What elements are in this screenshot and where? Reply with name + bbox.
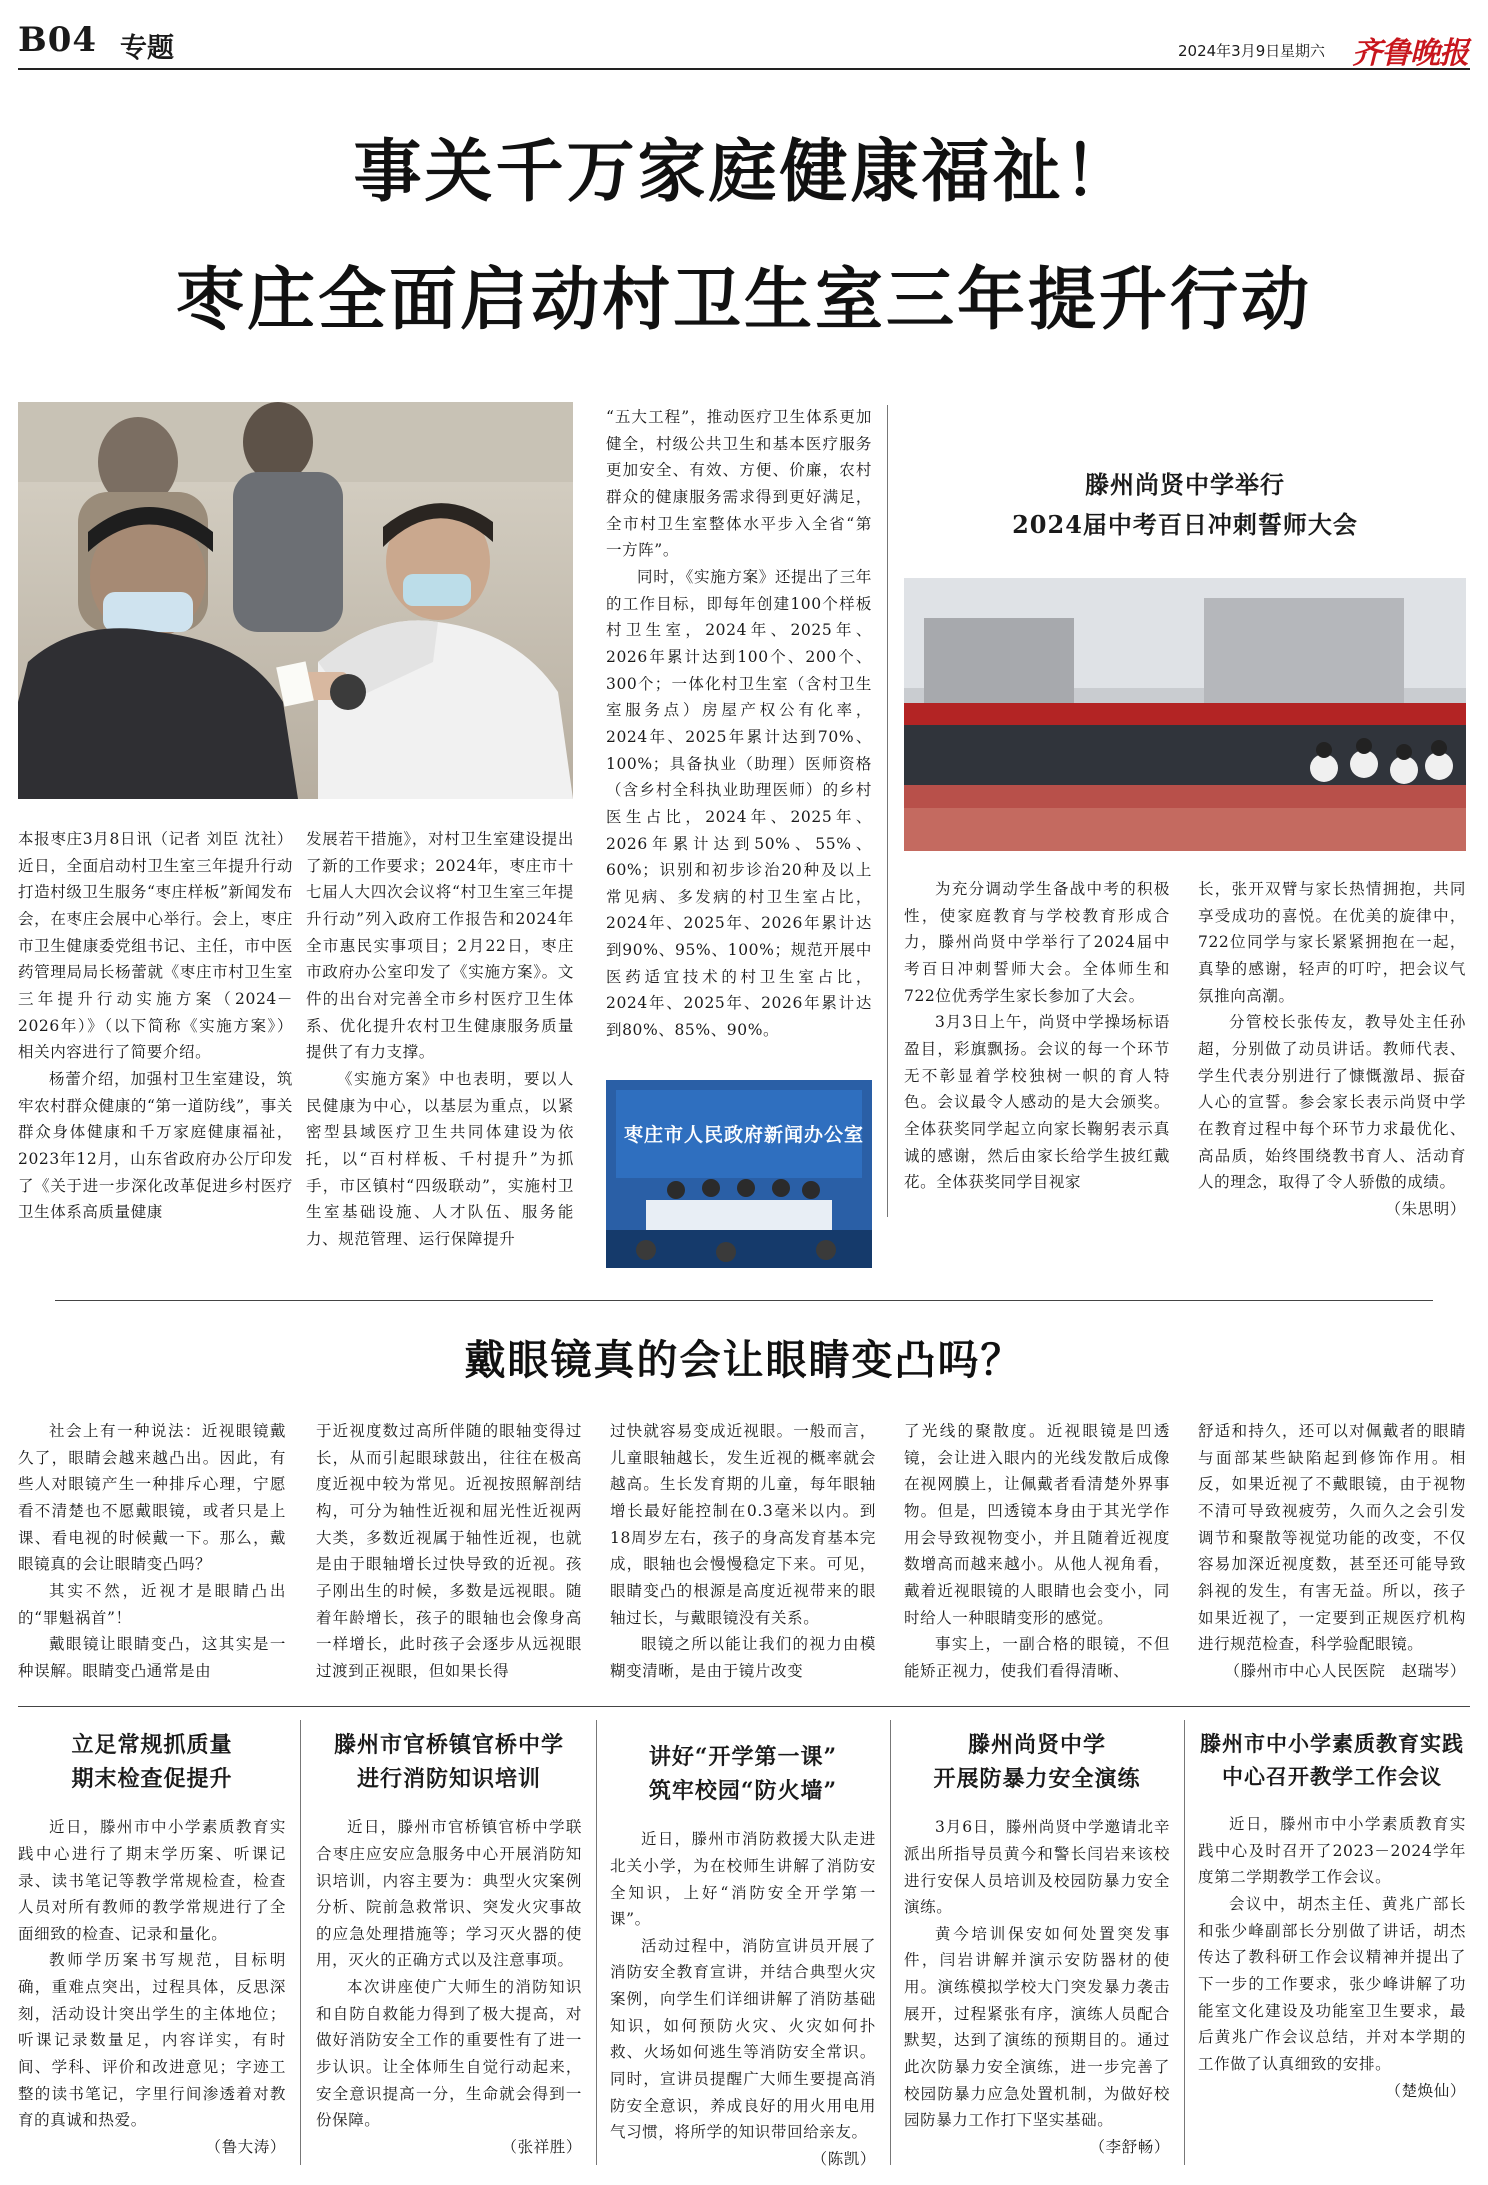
glasses-col-2 [316, 1418, 582, 1685]
press-banner-text: 枣庄市人民政府新闻办公室 [624, 1124, 865, 1146]
school-col-2 [1198, 876, 1466, 1223]
section-name: 专题 [120, 33, 174, 64]
bottom-story-4 [904, 1728, 1170, 2161]
header-rule [18, 68, 1470, 70]
bottom-story-5 [1198, 1728, 1466, 2104]
bottom-story-credit: （陈凯） [811, 2150, 876, 2169]
bottom-story-para: 近日，滕州市消防救援大队走进北关小学，为在校师生讲解了消防安全知识，上好“消防安全开学第一课”。 [610, 1830, 876, 1929]
lead-para: 杨蕾介绍，加强村卫生室建设，筑牢农村群众健康的“第一道防线”，事关群众身体健康和千万家庭健康福祉，2023年12月，山东省政府办公厅印发了《关于进一步深化改革促进乡村医疗卫生体系高质量健康 [18, 1069, 293, 1222]
page-code: B04 [18, 20, 98, 60]
school-col-1 [904, 876, 1170, 1196]
lead-para: “五大工程”，推动医疗卫生体系更加健全，村级公共卫生和基本医疗服务更加安全、有效、方便、价廉，农村群众的健康服务需求得到更好满足，全市村卫生室整体水平步入全省“第一方阵”。 [606, 408, 872, 560]
column-divider [596, 1720, 597, 2165]
lead-headline-line2: 枣庄全面启动村卫生室三年提升行动 [175, 260, 1312, 340]
glasses-para: 舒适和持久，还可以对佩戴者的眼睛与面部某些缺陷起到修饰作用。相反，如果近视了不戴眼镜，由于视物不清可导致视疲劳，久而久之会引发调节和聚散等视觉功能的改变，不仅容易加深近视度数，甚至还可能导致斜视的发生，有害无益。所以，孩子如果近视了，一定要到正规医疗机构进行规范检查，科学验配眼镜。 [1198, 1422, 1466, 1654]
lead-photo-clinic [18, 402, 573, 799]
lead-para: 发展若干措施》，对村卫生室建设提出了新的工作要求；2024年，枣庄市十七届人大四次会议将“村卫生室三年提升行动”列入政府工作报告和2024年全市惠民实事项目；2月22日，枣庄市政府办公室印发了《实施方案》。文件的出台对完善全市乡村医疗卫生体系、优化提升农村卫生健康服务质量提供了有力支撑。 [306, 830, 574, 1062]
bottom-story-title: 期末检查促提升 [71, 1766, 233, 1793]
lead-col-3 [606, 404, 872, 1044]
bottom-story-credit: （李舒畅） [1089, 2138, 1170, 2157]
bottom-story-para: 教师学历案书写规范，目标明确，重难点突出，过程具体，反思深刻，活动设计突出学生的主体地位；听课记录数量足，内容详实，有时间、学科、评价和改进意见；字迹工整的读书笔记，字里行间渗透着对教育的真诚和热爱。 [18, 1951, 286, 2130]
press-conference-photo [606, 1080, 872, 1268]
school-title-line1: 滕州尚贤中学举行 [1085, 470, 1285, 499]
glasses-para: 戴眼镜让眼睛变凸，这其实是一种误解。眼睛变凸通常是由 [18, 1635, 286, 1680]
bottom-story-1 [18, 1728, 286, 2161]
column-divider [300, 1720, 301, 2165]
glasses-col-1 [18, 1418, 286, 1685]
bottom-story-3 [610, 1740, 876, 2173]
glasses-para: 眼镜之所以能让我们的视力由模糊变清晰，是由于镜片改变 [610, 1635, 876, 1680]
bottom-story-title: 讲好“开学第一课” [648, 1744, 838, 1770]
bottom-story-para: 近日，滕州市官桥镇官桥中学联合枣庄应安应急服务中心开展消防知识培训，内容主要为：典型火灾案例分析、院前急救常识、突发火灾事故的应急处理措施等；学习灭火器的使用，灭火的正确方式以及注意事项。 [316, 1818, 582, 1970]
bottom-story-title: 滕州市官桥镇官桥中学 [333, 1732, 564, 1758]
glasses-col-4 [904, 1418, 1170, 1685]
glasses-col-3 [610, 1418, 876, 1685]
glasses-col-5 [1198, 1418, 1466, 1685]
glasses-para: 过快就容易变成近视眼。一般而言，儿童眼轴越长，发生近视的概率就会越高。生长发育期的儿童，每年眼轴增长最好能控制在0.3毫米以内。到18周岁左右，孩子的身高发育基本完成，眼轴也会慢慢稳定下来。可见，眼睛变凸的根源是高度近视带来的眼轴过长，与戴眼镜没有关系。 [610, 1422, 876, 1627]
column-divider [890, 1720, 891, 2165]
school-para: 分管校长张传友，教导处主任孙超，分别做了动员讲话。教师代表、学生代表分别进行了慷慨激昂、振奋人心的宣誓。参会家长表示尚贤中学在教育过程中每个环节力求最优化、高品质，始终围绕教书育人、活动育人的理念，取得了令人骄傲的成绩。 [1198, 1013, 1466, 1192]
bottom-story-credit: （鲁大涛） [205, 2138, 286, 2157]
bottom-story-2 [316, 1728, 582, 2161]
glasses-credit: （滕州市中心人民医院 赵瑞岑） [1224, 1661, 1466, 1680]
school-para: 为充分调动学生备战中考的积极性，使家庭教育与学校教育形成合力，滕州尚贤中学举行了2024届中考百日冲刺誓师大会。全体师生和722位优秀学生家长参加了大会。 [904, 880, 1170, 1005]
glasses-para: 了光线的聚散度。近视眼镜是凹透镜，会让进入眼内的光线发散后成像在视网膜上，让佩戴者看清楚外界事物。但是，凹透镜本身由于其光学作用会导致视物变小，并且随着近视度数增高而越来越小。从他人视角看，戴着近视眼镜的人眼睛也会变小，同时给人一种眼睛变形的感觉。 [904, 1422, 1170, 1627]
school-credit: （朱思明） [1385, 1199, 1466, 1218]
school-para: 长，张开双臂与家长热情拥抱，共同享受成功的喜悦。在优美的旋律中，722位同学与家长紧紧拥抱在一起，真挚的感谢，轻声的叮咛，把会议气氛推向高潮。 [1198, 880, 1466, 1005]
bottom-story-title: 中心召开教学工作会议 [1222, 1763, 1442, 1789]
bottom-story-para: 活动过程中，消防宣讲员开展了消防安全教育宣讲，并结合典型火灾案例，向学生们详细讲解了消防基础知识，如何预防火灾、火灾如何扑救、火场如何逃生等消防安全常识。同时，宣讲员提醒广大师生要提高消防安全意识，养成良好的用火用电用气习惯，将所学的知识带回给亲友。 [610, 1936, 876, 2142]
bottom-story-credit: （楚焕仙） [1385, 2081, 1466, 2100]
bottom-story-para: 本次讲座使广大师生的消防知识和自防自救能力得到了极大提高，对做好消防安全工作的重要性有了进一步认识。让全体师生自觉行动起来，安全意识提高一分，生命就会得到一份保障。 [316, 1978, 582, 2130]
section-rule [55, 1300, 1433, 1301]
bottom-story-title: 进行消防知识培训 [356, 1766, 541, 1793]
bottom-story-para: 近日，滕州市中小学素质教育实践中心进行了期末学历案、听课记录、读书笔记等教学常规检查，检查人员对所有教师的教学常规进行了全面细致的检查、记录和量化。 [18, 1818, 286, 1943]
bottom-story-para: 3月6日，滕州尚贤中学邀请北辛派出所指导员黄今和警长闫岩来该校进行安保人员培训及校园防暴力安全演练。 [904, 1818, 1170, 1917]
bottom-story-para: 近日，滕州市中小学素质教育实践中心及时召开了2023－2024学年度第二学期教学工作会议。 [1198, 1815, 1466, 1887]
bottom-story-title: 滕州尚贤中学 [967, 1732, 1106, 1758]
issue-date: 2024年3月9日 [1178, 42, 1281, 60]
clinic-photo-art [18, 402, 573, 799]
school-title-line2: 2024届中考百日冲刺誓师大会 [1012, 510, 1358, 539]
glasses-para: 社会上有一种说法：近视眼镜戴久了，眼睛会越来越凸出。因此，有些人对眼镜产生一种排斥心理，宁愿看不清楚也不愿戴眼镜，或者只是上课、看电视的时候戴一下。那么，戴眼镜真的会让眼睛变凸吗？ [18, 1422, 286, 1574]
glasses-para: 事实上，一副合格的眼镜，不但能矫正视力，使我们看得清晰、 [904, 1635, 1170, 1680]
lead-para: 《实施方案》中也表明，要以人民健康为中心，以基层为重点，以紧密型县域医疗卫生共同体建设为依托，以“百村样板、千村提升”为抓手，市区镇村“四级联动”，实施村卫生室基础设施、人才队伍、服务能力、规范管理、运行保障提升 [306, 1069, 574, 1248]
column-divider [1184, 1720, 1185, 2165]
bottom-story-title: 开展防暴力安全演练 [933, 1766, 1141, 1793]
bottom-story-para: 会议中，胡杰主任、黄兆广部长和张少峰副部长分别做了讲话，胡杰传达了教科研工作会议精神并提出了下一步的工作要求，张少峰讲解了功能室文化建设及功能室卫生要求，最后黄兆广作会议总结，并对本学期的工作做了认真细致的安排。 [1198, 1895, 1466, 2073]
glasses-para: 于近视度数过高所伴随的眼轴变得过长，从而引起眼球鼓出，往往在极高度近视中较为常见。近视按照解剖结构，可分为轴性近视和屈光性近视两大类，多数近视属于轴性近视，也就是由于眼轴增长过快导致的近视。孩子刚出生的时候，多数是远视眼。随着年龄增长，孩子的眼轴也会像身高一样增长，此时孩子会逐步从远视眼过渡到正视眼，但如果长得 [316, 1422, 582, 1680]
lead-para: 本报枣庄3月8日讯（记者 刘臣 沈社） 近日，全面启动村卫生室三年提升行动打造村级卫生服务“枣庄样板”新闻发布会，在枣庄会展中心举行。会上，枣庄市卫生健康委党组书记、主任，市中医药管理局局长杨蕾就《枣庄市村卫生室三年提升行动实施方案（2024－2026年）》（以下简称《实施方案》）相关内容进行了简要介绍。 [18, 830, 293, 1062]
glasses-headline: 戴眼镜真的会让眼睛变凸吗？ [464, 1336, 1024, 1384]
bottom-story-credit: （张祥胜） [501, 2138, 582, 2157]
bottom-story-para: 黄今培训保安如何处置突发事件，闫岩讲解并演示安防器材的使用。演练模拟学校大门突发暴力袭击展开，过程紧张有序，演练人员配合默契，达到了演练的预期目的。通过此次防暴力安全演练，进一步完善了校园防暴力应急处置机制，为做好校园防暴力工作打下坚实基础。 [904, 1924, 1170, 2130]
school-rally-photo [904, 578, 1466, 851]
lead-col-1 [18, 826, 293, 1226]
school-rally-art [904, 578, 1466, 851]
column-divider [887, 405, 888, 1217]
school-para: 3月3日上午，尚贤中学操场标语盈目，彩旗飘扬。会议的每一个环节无不彰显着学校独树一帜的育人特色。会议最令人感动的是大会颁奖。全体获奖同学起立向家长鞠躬表示真诚的感谢，然后由家长给学生披红戴花。全体获奖同学目视家 [904, 1013, 1170, 1192]
lead-para: 同时，《实施方案》还提出了三年的工作目标，即每年创建100个样板村卫生室，2024年、2025年、2026年累计达到100个、200个、300个；一体化村卫生室（含村卫生室服务点）房屋产权公有化率，2024年、2025年累计达到70%、100%；具备执业（助理）医师资格（含乡村全科执业助理医师）的乡村医生占比，2024年、2025年、2026年累计达到50%、55%、60%；识别和初步诊治20种及以上常见病、多发病的村卫生室占比，2024年、2025年、2026年累计达到90%、95%、100%；规范开展中医药适宜技术的村卫生室占比，2024年、2025年、2026年累计达到80%、85%、90%。 [606, 567, 872, 1040]
glasses-para: 其实不然，近视才是眼睛凸出的“罪魁祸首”！ [18, 1581, 286, 1627]
lead-headline-line1: 事关千万家庭健康福祉！ [353, 132, 1135, 212]
section-rule [18, 1706, 1470, 1707]
bottom-story-title: 立足常规抓质量 [71, 1732, 233, 1758]
bottom-story-title: 滕州市中小学素质教育实践 [1200, 1731, 1464, 1756]
masthead-logo: 齐鲁晚报 [1352, 36, 1468, 71]
lead-col-2 [306, 826, 574, 1253]
issue-weekday: 星期六 [1280, 42, 1326, 60]
bottom-story-title: 筑牢校园“防火墙” [648, 1778, 838, 1805]
press-conference-art [606, 1080, 872, 1268]
